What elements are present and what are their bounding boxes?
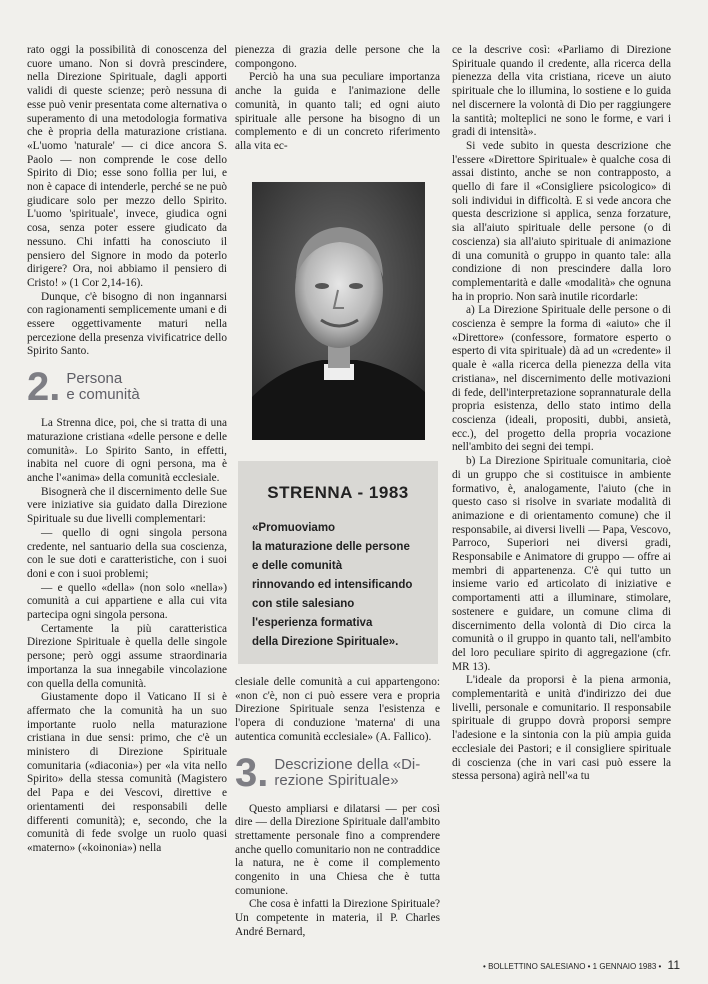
paragraph: clesiale delle comunità a cui appartengono: «non c'è, non ci può essere vera e propria Direzione Spirituale senza l'esistenza e l'opera di conduzione 'materna' di una autentica comunità ecclesiale» (A. Fallico). [235, 676, 440, 743]
strenna-line: della Direzione Spirituale». [252, 636, 399, 648]
page-number: 11 [667, 958, 680, 972]
strenna-line: «Promuoviamo [252, 522, 336, 534]
section-number: 2. [27, 365, 61, 410]
paragraph: Giustamente dopo il Vaticano II si è affermato che la comunità ha un suo importante ruolo nella maturazione cristiana in due sensi: primo, che c'è un ministero di Direzione Spirituale comunitaria («diaconia») per «la vita nello Spirito» della stessa comunità (Magistero del Papa e dei Vescovi, direttive e orientamenti dei responsabili delle differenti comunità); e, secondo, che la comunità di fede svolge un ruolo quasi «materno» («koinonia») nella [27, 691, 227, 854]
paragraph: pienezza di grazia delle persone che la compongono. [235, 44, 440, 70]
paragraph: L'ideale da proporsi è la piena armonia, complementarità e unità d'indirizzo dei due livelli, personale e comunitario. Il responsabile spirituale di gruppo dovrà proporsi sempre l'adesione e la sintonia con la più ampia guida ecclesiale dei Pastori; e il consigliere spirituale di coscienza (che in vari casi può essere la stessa persona) agirà nell'«a tu [452, 674, 671, 783]
paragraph: Che cosa è infatti la Direzione Spirituale? Un competente in materia, il P. Charles André Bernard, [235, 898, 440, 938]
strenna-title: STRENNA - 1983 [267, 483, 409, 502]
section-heading-3 [235, 750, 440, 795]
section-title-line: Persona [66, 370, 123, 388]
text-column-3 [452, 44, 671, 784]
paragraph: Certamente la più caratteristica Direzione Spirituale è quella delle singole persone; però oggi assume straordinaria importanza la sua innegabile vincolazione con quella della comunità. [27, 622, 227, 690]
strenna-line: l'esperienza formativa [252, 617, 373, 629]
paragraph: Dunque, c'è bisogno di non ingannarsi con ragionamenti semplicemente umani e di essere oggettivamente maturi nella percezione della presenza vivificatrice dello Spirito Santo. [27, 290, 227, 358]
text-column-2-top [235, 44, 440, 154]
page-footer [448, 958, 680, 972]
section-title [66, 369, 139, 403]
section-heading-2 [27, 365, 227, 410]
portrait-image [252, 182, 425, 440]
paragraph: ce la descrive così: «Parliamo di Direzione Spirituale quando il credente, alla ricerca della pienezza della vita cristiana, riceve un aiuto spirituale che lo illumina, lo sostiene e lo guida nel discernere la volontà di Dio per raggiungere la santità; molteplici ne sono le forme, e vari i gradi di intensità». [452, 44, 671, 139]
text-column-1 [27, 44, 227, 856]
paragraph: Bisognerà che il discernimento delle Sue vere iniziative sia guidato dalla Direzione Spirituale su due livelli complementari: [27, 485, 227, 526]
section-number: 3. [235, 750, 269, 795]
paragraph: a) La Direzione Spirituale delle persone o di coscienza è sempre la forma di «aiuto» che il «Direttore» (confessore, formatore esperto o esperto di vita spirituale) dà ad un «credente» il quale è «alla ricerca della pienezza della vita cristiana», nel discernimento delle motivazioni di fede, dell'interpretazione soprannaturale della propria esistenza, dello stato intimo della coscienza (ideali, propositi, dubbi, ansietà, ecc.), del progetto della propria vocazione nell'ambito dei segni dei tempi. [452, 304, 671, 454]
strenna-text [252, 519, 434, 652]
paragraph: — quello di ogni singola persona credente, nel santuario della sua coscienza, con le sue doti e caratteristiche, con i suoi doni e con i suoi problemi; [27, 526, 227, 580]
footer-publication: • BOLLETTINO SALESIANO • 1 GENNAIO 1983 • [483, 962, 662, 971]
strenna-line: rinnovando ed intensificando [252, 579, 413, 591]
paragraph: La Strenna dice, poi, che si tratta di una maturazione cristiana «delle persone e delle comunità». Lo Spirito Santo, in effetti, inabita nel cuore di ogni persona, ma è anche l'«anima» della comunità ecclesiale. [27, 417, 227, 484]
paragraph: — e quello «della» (non solo «nella») comunità a cui appartiene e alla cui vita partecipa ogni singola persona. [27, 581, 227, 622]
portrait-photo [252, 182, 425, 440]
section-title-line: rezione Spirituale» [274, 771, 399, 789]
paragraph: Si vede subito in questa descrizione che l'essere «Direttore Spirituale» è qualche cosa di assai distinto, anche se non contrapposto, a quello di fare il «Consigliere psicologico» di soli individui in difficoltà. E si vede ancora che questa descrizione si applica, senza forzature, sia all'aiuto spirituale delle persone (o di coscienza) sia all'aiuto spirituale di animazione di una comunità o gruppo in quanto tale: alla condizione di non prescindere dalla loro complementarità e dalle «modalità» che ognuna ha in proprio. Non sarà inutile ricordarle: [452, 139, 671, 303]
strenna-line: con stile salesiano [252, 598, 355, 610]
strenna-line: la maturazione delle persone [252, 541, 410, 553]
strenna-line: e delle comunità [252, 560, 343, 572]
paragraph: rato oggi la possibilità di conoscenza del cuore umano. Non si dovrà prescindere, nella Direzione Spirituale, dagli apporti validi di queste scienze; però nessuna di esse può venir presentata come alternativa o superamento di una metodologia formativa che è propria della maturazione cristiana. «L'uomo 'naturale' — ci dice ancora S. Paolo — non comprende le cose dello Spirito di Dio; esse sono follia per lui, e non è capace di intenderle, perché se ne può giudicare solo per mezzo dello Spirito. L'uomo 'spirituale', invece, giudica ogni cosa, senza poter essere giudicato da nessuno. Chi infatti ha conosciuto il pensiero del Signore in modo da poterlo dirigere? Ora, noi abbiamo il pensiero di Cristo! » (1 Cor 2,14-16). [27, 44, 227, 289]
paragraph: Questo ampliarsi e dilatarsi — per così dire — della Direzione Spirituale dall'ambito strettamente personale fino a comprendere anche quello comunitario non ne contraddice la natura, ne è come il complemento congenito in una Chiesa che è tutta comunione. [235, 802, 440, 897]
paragraph: b) La Direzione Spirituale comunitaria, cioè di un gruppo che si costituisce in ambiente formativo, è, analogamente, l'aiuto (che in questo caso si risolve in svariate modalità di animazione e di orientamento comune) che il responsabile, ai diversi livelli — Papa, Vescovo, Parroco, Superiori nei diversi gradi, Responsabile e Animatore di gruppo — offre ai membri di appartenenza. C'è qui tutto un insieme vario ed articolato di iniziative e comportamenti atti a illuminare, stimolare, sostenere e guidare, un comune clima di discernimento della volontà di Dio circa la comunità o il gruppo in quanto tali, nell'ambito del loro peculiare spirito di aggregazione (cfr. MR 13). [452, 455, 671, 673]
section-title-line: Descrizione della «Di- [274, 755, 421, 773]
section-title-line: e comunità [66, 386, 140, 404]
section-title [274, 755, 420, 789]
paragraph: Perciò ha una sua peculiare importanza anche la guida e l'animazione delle comunità, in quanto tali; ed ogni aiuto spirituale alle persone ha bisogno di un complemento e di un concreto riferimento alla vita ec- [235, 71, 440, 152]
strenna-box [238, 461, 438, 664]
text-column-2-bottom [235, 676, 440, 940]
